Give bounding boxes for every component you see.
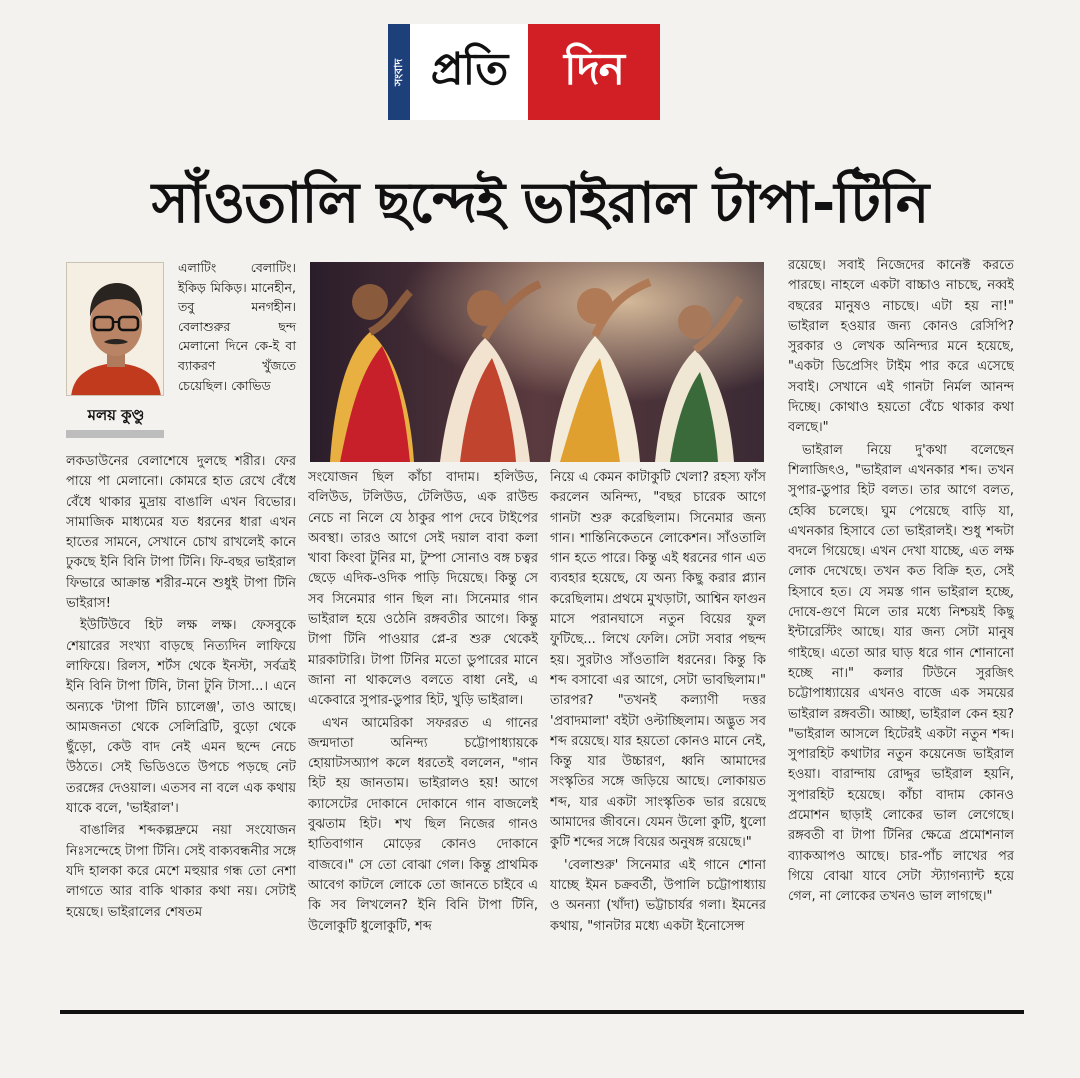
dancers-illustration <box>310 262 764 462</box>
column-1-paragraph-1: লকডাউনের বেলাশেষে দুলছে শরীর। ফের পায়ে পা মেলানো। কোমরে হাত রেখে বেঁধে বেঁধে থাকার মুদ্রায় বাঙালি এখন বিভোর। সামাজিক মাধ্যমের যত ধরনের ধারা এখন হাতের সামনে, সেখানে চোখ রাখলেই কানে ঢুকছে ইনি বিনি টাপা টিনি। ফি-বছর ভাইরাল ফিভারে আক্রান্ত শরীর-মনে শুধুই টাপা টিনি ভাইরাস! <box>66 454 296 612</box>
intro-paragraph: এলাটিং বেলাটিং। ইকিড় মিকিড়। মানেহীন, তবু মনগহীন। বেলাশুরুর ছন্দ মেলানো দিনে কে-ই বা ব্যাকরণ খুঁজতে চেয়েছিল। কোভিড <box>178 260 296 393</box>
article-column-3 <box>550 468 766 994</box>
headline: সাঁওতালি ছন্দেই ভাইরাল টাপা-টিনি <box>151 171 929 236</box>
column-4-paragraph-1: রয়েছে। সবাই নিজেদের কানেক্ট করতে পারছে। নাহলে একটা বাচ্চাও নাচছে, নব্বই বছরের মানুষও নাচছে। এটা হয় না!" ভাইরাল হওয়ার জন্য কোনও রেসিপি? সুরকার ও লেখক অনিন্দ্যর মনে হয়েছে, "একটা ডিপ্রেসিং টাইম পার করে এসেছে সবাই। সেখানে এই গানটা নির্মল আনন্দ দিচ্ছে। কোথাও হয়তো বেঁচে থাকার কথা বলছে।" <box>788 258 1014 436</box>
author-portrait <box>67 263 164 396</box>
dancers-photo <box>310 262 764 462</box>
author-name: মলয় কুণ্ডু <box>87 406 145 424</box>
article-column-4 <box>788 256 1014 996</box>
masthead-left: প্রতি <box>410 24 528 120</box>
masthead-side-label: সংবাদ <box>388 24 410 120</box>
author-photo <box>66 262 164 396</box>
article-intro <box>178 258 296 397</box>
column-1-paragraph-3: বাঙালির শব্দকল্পদ্রুমে নয়া সংযোজন নিঃসন্দেহে টাপা টিনি। সেই বাক্যবন্ধনীর সঙ্গে যদি হালকা করে মেশে মহুয়ার গন্ধ তো নেশা লাগতে আর বাকি থাকার কথা নয়। সেটাই হয়েছে। ভাইরালের শেষতম <box>66 823 296 920</box>
article-column-1 <box>66 452 296 994</box>
masthead-logo <box>388 24 660 120</box>
bottom-rule <box>60 1010 1024 1014</box>
article-column-2 <box>308 468 538 994</box>
column-4-paragraph-2: ভাইরাল নিয়ে দু'কথা বলেছেন শিলাজিৎও, "ভাইরাল এখনকার শব্দ। তখন সুপার-ডুপার হিট বলত। তার আগে বলত, হেব্বি চলেছে। ঘুম পেয়েছে বাড়ি যা, এখনকার হিসাবে তো ভাইরালই। শুধু শব্দটা বদলে গিয়েছে। এখন দেখা যাচ্ছে, এত লক্ষ লোক দেখেছে। তখন কত বিক্রি হত, সেই হিসাবে হত। যে সমস্ত গান ভাইরাল হচ্ছে, দোষে-গুণে মিলে তার মধ্যে নিশ্চয়ই কিছু ইন্টারেস্টিং আছে। যার জন্য সেটা মানুষ গাইছে। এতো আর ঘাড় ধরে গান শোনানো হচ্ছে না।" কলার টিউনে সুরজিৎ চট্টোপাধ্যায়ের এখনও বাজে এক সময়ের ভাইরাল রঙ্গবতী। আচ্ছা, ভাইরাল কেন হয়? "ভাইরাল আসলে হিটেরই একটা নতুন শব্দ। সুপারহিট কথাটার নতুন কয়েনেজ ভাইরাল হওয়া। বারান্দায় রোদ্দুর ভাইরাল হয়নি, সুপারহিট হয়েছে। কাঁচা বাদাম কোনও প্রমোশন ছাড়াই লোকের ভাল লেগেছে। রঙ্গবতী বা টাপা টিনির ক্ষেত্রে প্রমোশনাল ব্যাকআপও আছে। চার-পাঁচ লাখের পর গিয়ে বোঝা যাবে সেটা স্ট্যাগন্যান্ট হয়ে গেল, না লোকের তখনও ভাল লাগছে।" <box>788 442 1014 905</box>
column-2-paragraph-2: এখন আমেরিকা সফররত এ গানের জন্মদাতা অনিন্দ্য চট্টোপাধ্যায়কে হোয়াটসঅ্যাপ কলে ধরতেই বললেন, "গান হিট হয় জানতাম। ভাইরালও হয়! আগে ক্যাসেটের দোকানে দোকানে গান বাজলেই বুঝতাম হিট। শখ ছিল নিজের গানও হাতিবাগান মোড়ের কোনও দোকানে বাজবে।" সে তো বোঝা গেল। কিন্তু প্রাথমিক আবেগ কাটলে লোকে তো জানতে চাইবে এ কি সব লিখলেন? ইনি বিনি টাপা টিনি, উলোকুটি ধুলোকুটি, শব্দ <box>308 715 538 934</box>
author-divider <box>66 430 164 438</box>
column-2-paragraph-1: সংযোজন ছিল কাঁচা বাদাম। হলিউড, বলিউড, টলিউড, টেলিউড, এক রাউন্ড নেচে না নিলে যে ঠাকুর পাপ দেবে টাইপের অবস্থা। তারও আগে সেই দয়াল বাবা কলা খাবা কিংবা টুনির মা, টুম্পা সোনাও বঙ্গ চত্বর ছেড়ে এদিক-ওদিক পাড়ি দিয়েছে। কিন্তু সে সব সিনেমার গান ছিল না। সিনেমার গান ভাইরাল হয়ে ওঠেনি রঙ্গবতীর আগে। কিন্তু টাপা টিনি পাওয়ার প্লে-র শুরু থেকেই মারকাটারি। টাপা টিনির মতো ডুপারের মানে জানা না থাকলেও বলতে বাধা নেই, এ একেবারে সুপার-ডুপার হিট, খুড়ি ভাইরাল। <box>308 470 538 709</box>
masthead-right: দিন <box>528 24 660 120</box>
column-3-paragraph-2: 'বেলাশুরু' সিনেমার এই গানে শোনা যাচ্ছে ইমন চক্রবর্তী, উপালি চট্টোপাধ্যায় ও অনন্যা (খাঁদা) ভট্টাচার্যর গলা। ইমনের কথায়, "গানটার মধ্যে একটা ইনোসেন্স <box>550 857 766 934</box>
column-1-paragraph-2: ইউটিউবে হিট লক্ষ লক্ষ। ফেসবুকে শেয়ারের সংখ্যা বাড়ছে নিত্যদিন লাফিয়ে লাফিয়ে। রিলস, শর্টস থেকে ইনস্টা, সর্বত্রই ইনি বিনি টাপা টিনি, টানা টুনি টাসা...। এনে অন্যকে 'টাপা টিনি চ্যালেঞ্জ', তাও আছে। আমজনতা থেকে সেলিব্রিটি, বুড়ো থেকে ছুঁড়ো, কেউ বাদ নেই এমন ছন্দে নেচে উঠতে। সেই ভিডিওতে উপচে পড়ছে নেট তরঙ্গের দেওয়াল। এতসব না বলে এক কথায় যাকে বলে, 'ভাইরাল'। <box>66 618 296 817</box>
column-3-paragraph-1: নিয়ে এ কেমন কাটাকুটি খেলা? রহস্য ফাঁস করলেন অনিন্দ্য, "বছর চারেক আগে গানটা শুরু করেছিলাম। সিনেমার জন্য গান। শান্তিনিকেতনে লোকেশন। সাঁওতালি গান হতে পারে। কিন্তু এই ধরনের গান এত ব্যবহার হয়েছে, যে অন্য কিছু করার প্ল্যান করেছিলাম। প্রথমে মুখড়াটা, আশ্বিন ফাগুন মাসে পরানঘাসে নতুন বিয়ের ফুল ফুটিছে... লিখে ফেলি। সেটা সবার পছন্দ হয়। সুরটাও সাঁওতালি ধরনের। কিন্তু কি শব্দ বসাবো এর আগে, সেটা ভাবছিলাম।" তারপর? "তখনই কল্যাণী দত্তর 'প্রবাদমালা' বইটা ওল্টাচ্ছিলাম। অদ্ভুত সব শব্দ রয়েছে। যার হয়তো কোনও মানে নেই, কিন্তু যার উচ্চারণ, ধ্বনি আমাদের সংস্কৃতির সঙ্গে জড়িয়ে আছে। লোকায়ত শব্দ, যার একটা সাংস্কৃতিক ভার রয়েছে আমাদের জীবনে। যেমন উলো কুটি, ধুলো কুটি শব্দের সঙ্গে বিয়ের অনুষঙ্গ রয়েছে।" <box>550 470 766 851</box>
